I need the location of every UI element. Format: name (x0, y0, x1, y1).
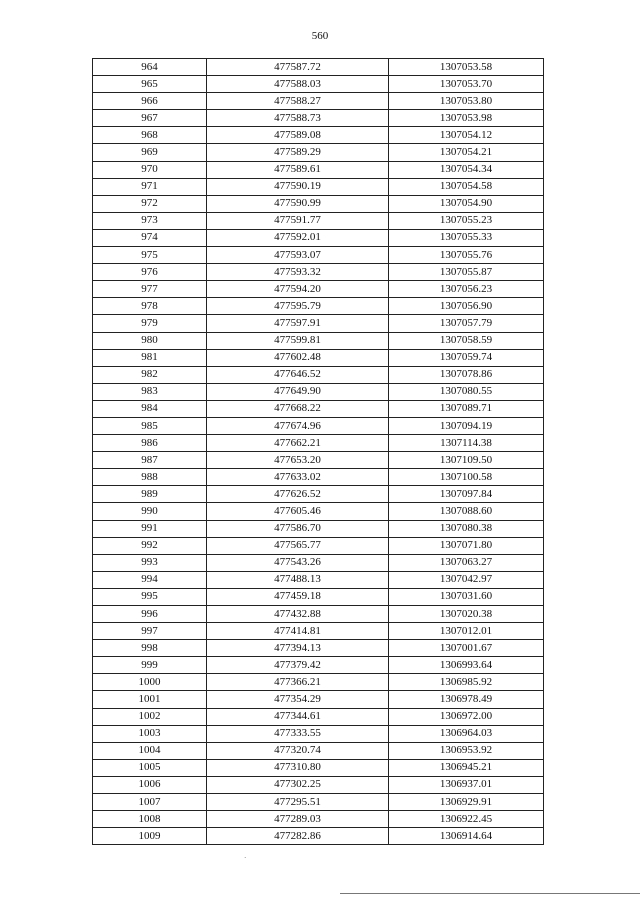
point-number-cell: 977 (93, 281, 207, 298)
y-coordinate-cell: 1307042.97 (389, 571, 544, 588)
y-coordinate-cell: 1307053.98 (389, 110, 544, 127)
table-row (93, 435, 544, 452)
x-coordinate-cell: 477565.77 (207, 537, 389, 554)
y-coordinate-cell: 1306972.00 (389, 708, 544, 725)
table-row (93, 469, 544, 486)
point-number-cell: 1003 (93, 725, 207, 742)
y-coordinate-cell: 1307056.23 (389, 281, 544, 298)
y-coordinate-cell: 1307080.55 (389, 383, 544, 400)
table-row (93, 520, 544, 537)
table-row (93, 298, 544, 315)
table-row (93, 452, 544, 469)
x-coordinate-cell: 477289.03 (207, 811, 389, 828)
point-number-cell: 968 (93, 127, 207, 144)
point-number-cell: 1006 (93, 776, 207, 793)
point-number-cell: 971 (93, 178, 207, 195)
point-number-cell: 983 (93, 383, 207, 400)
y-coordinate-cell: 1307054.21 (389, 144, 544, 161)
x-coordinate-cell: 477602.48 (207, 349, 389, 366)
table-row (93, 708, 544, 725)
x-coordinate-cell: 477591.77 (207, 212, 389, 229)
point-number-cell: 973 (93, 212, 207, 229)
x-coordinate-cell: 477593.32 (207, 264, 389, 281)
table-row (93, 161, 544, 178)
y-coordinate-cell: 1306914.64 (389, 828, 544, 845)
point-number-cell: 1001 (93, 691, 207, 708)
x-coordinate-cell: 477589.61 (207, 161, 389, 178)
table-row (93, 195, 544, 212)
x-coordinate-cell: 477594.20 (207, 281, 389, 298)
table-row (93, 640, 544, 657)
point-number-cell: 1004 (93, 742, 207, 759)
point-number-cell: 1007 (93, 794, 207, 811)
table-row (93, 178, 544, 195)
x-coordinate-cell: 477589.29 (207, 144, 389, 161)
point-number-cell: 990 (93, 503, 207, 520)
y-coordinate-cell: 1307055.33 (389, 229, 544, 246)
y-coordinate-cell: 1306985.92 (389, 674, 544, 691)
x-coordinate-cell: 477588.27 (207, 93, 389, 110)
point-number-cell: 995 (93, 588, 207, 605)
point-number-cell: 997 (93, 623, 207, 640)
point-number-cell: 972 (93, 195, 207, 212)
x-coordinate-cell: 477394.13 (207, 640, 389, 657)
x-coordinate-cell: 477379.42 (207, 657, 389, 674)
y-coordinate-cell: 1306978.49 (389, 691, 544, 708)
x-coordinate-cell: 477354.29 (207, 691, 389, 708)
point-number-cell: 975 (93, 247, 207, 264)
coordinates-table-body (93, 59, 544, 845)
table-row (93, 281, 544, 298)
point-number-cell: 974 (93, 229, 207, 246)
x-coordinate-cell: 477599.81 (207, 332, 389, 349)
y-coordinate-cell: 1307080.38 (389, 520, 544, 537)
y-coordinate-cell: 1306922.45 (389, 811, 544, 828)
y-coordinate-cell: 1307055.76 (389, 247, 544, 264)
x-coordinate-cell: 477414.81 (207, 623, 389, 640)
x-coordinate-cell: 477333.55 (207, 725, 389, 742)
point-number-cell: 1009 (93, 828, 207, 845)
point-number-cell: 982 (93, 366, 207, 383)
x-coordinate-cell: 477459.18 (207, 588, 389, 605)
point-number-cell: 987 (93, 452, 207, 469)
x-coordinate-cell: 477586.70 (207, 520, 389, 537)
x-coordinate-cell: 477605.46 (207, 503, 389, 520)
table-row (93, 759, 544, 776)
y-coordinate-cell: 1307114.38 (389, 435, 544, 452)
table-row (93, 229, 544, 246)
table-row (93, 554, 544, 571)
y-coordinate-cell: 1307053.80 (389, 93, 544, 110)
x-coordinate-cell: 477633.02 (207, 469, 389, 486)
point-number-cell: 967 (93, 110, 207, 127)
y-coordinate-cell: 1307063.27 (389, 554, 544, 571)
point-number-cell: 966 (93, 93, 207, 110)
point-number-cell: 993 (93, 554, 207, 571)
y-coordinate-cell: 1306964.03 (389, 725, 544, 742)
x-coordinate-cell: 477592.01 (207, 229, 389, 246)
table-row (93, 212, 544, 229)
table-row (93, 606, 544, 623)
point-number-cell: 994 (93, 571, 207, 588)
point-number-cell: 969 (93, 144, 207, 161)
x-coordinate-cell: 477344.61 (207, 708, 389, 725)
x-coordinate-cell: 477302.25 (207, 776, 389, 793)
point-number-cell: 1000 (93, 674, 207, 691)
x-coordinate-cell: 477626.52 (207, 486, 389, 503)
table-row (93, 247, 544, 264)
page-number: 560 (311, 30, 329, 42)
stray-mark: · (244, 854, 247, 862)
point-number-cell: 986 (93, 435, 207, 452)
x-coordinate-cell: 477543.26 (207, 554, 389, 571)
y-coordinate-cell: 1306929.91 (389, 794, 544, 811)
y-coordinate-cell: 1307054.58 (389, 178, 544, 195)
x-coordinate-cell: 477488.13 (207, 571, 389, 588)
coordinates-table (92, 58, 544, 845)
table-row (93, 742, 544, 759)
table-row (93, 794, 544, 811)
y-coordinate-cell: 1307071.80 (389, 537, 544, 554)
y-coordinate-cell: 1307097.84 (389, 486, 544, 503)
y-coordinate-cell: 1307058.59 (389, 332, 544, 349)
y-coordinate-cell: 1307053.70 (389, 76, 544, 93)
table-row (93, 315, 544, 332)
y-coordinate-cell: 1307001.67 (389, 640, 544, 657)
x-coordinate-cell: 477587.72 (207, 59, 389, 76)
point-number-cell: 984 (93, 400, 207, 417)
y-coordinate-cell: 1307054.12 (389, 127, 544, 144)
y-coordinate-cell: 1307055.87 (389, 264, 544, 281)
x-coordinate-cell: 477295.51 (207, 794, 389, 811)
table-row (93, 59, 544, 76)
x-coordinate-cell: 477588.03 (207, 76, 389, 93)
table-row (93, 571, 544, 588)
point-number-cell: 991 (93, 520, 207, 537)
table-row (93, 691, 544, 708)
x-coordinate-cell: 477590.99 (207, 195, 389, 212)
table-row (93, 486, 544, 503)
point-number-cell: 989 (93, 486, 207, 503)
point-number-cell: 988 (93, 469, 207, 486)
table-row (93, 657, 544, 674)
point-number-cell: 992 (93, 537, 207, 554)
table-row (93, 264, 544, 281)
y-coordinate-cell: 1307078.86 (389, 366, 544, 383)
y-coordinate-cell: 1307088.60 (389, 503, 544, 520)
x-coordinate-cell: 477668.22 (207, 400, 389, 417)
point-number-cell: 999 (93, 657, 207, 674)
table-row (93, 776, 544, 793)
table-row (93, 811, 544, 828)
y-coordinate-cell: 1306953.92 (389, 742, 544, 759)
point-number-cell: 1008 (93, 811, 207, 828)
table-row (93, 417, 544, 434)
point-number-cell: 976 (93, 264, 207, 281)
y-coordinate-cell: 1307012.01 (389, 623, 544, 640)
table-row (93, 76, 544, 93)
table-row (93, 503, 544, 520)
point-number-cell: 965 (93, 76, 207, 93)
y-coordinate-cell: 1307055.23 (389, 212, 544, 229)
y-coordinate-cell: 1307089.71 (389, 400, 544, 417)
table-row (93, 93, 544, 110)
x-coordinate-cell: 477366.21 (207, 674, 389, 691)
point-number-cell: 964 (93, 59, 207, 76)
y-coordinate-cell: 1306937.01 (389, 776, 544, 793)
point-number-cell: 970 (93, 161, 207, 178)
x-coordinate-cell: 477649.90 (207, 383, 389, 400)
x-coordinate-cell: 477282.86 (207, 828, 389, 845)
point-number-cell: 1002 (93, 708, 207, 725)
x-coordinate-cell: 477593.07 (207, 247, 389, 264)
x-coordinate-cell: 477310.80 (207, 759, 389, 776)
table-row (93, 828, 544, 845)
y-coordinate-cell: 1307100.58 (389, 469, 544, 486)
table-row (93, 349, 544, 366)
table-row (93, 400, 544, 417)
point-number-cell: 996 (93, 606, 207, 623)
x-coordinate-cell: 477653.20 (207, 452, 389, 469)
table-row (93, 725, 544, 742)
y-coordinate-cell: 1307054.34 (389, 161, 544, 178)
y-coordinate-cell: 1307054.90 (389, 195, 544, 212)
x-coordinate-cell: 477320.74 (207, 742, 389, 759)
y-coordinate-cell: 1307056.90 (389, 298, 544, 315)
table-row (93, 144, 544, 161)
x-coordinate-cell: 477662.21 (207, 435, 389, 452)
x-coordinate-cell: 477595.79 (207, 298, 389, 315)
page-bottom-rule (340, 893, 640, 894)
table-row (93, 110, 544, 127)
point-number-cell: 998 (93, 640, 207, 657)
point-number-cell: 979 (93, 315, 207, 332)
y-coordinate-cell: 1307094.19 (389, 417, 544, 434)
table-row (93, 127, 544, 144)
point-number-cell: 978 (93, 298, 207, 315)
x-coordinate-cell: 477589.08 (207, 127, 389, 144)
table-row (93, 588, 544, 605)
x-coordinate-cell: 477588.73 (207, 110, 389, 127)
y-coordinate-cell: 1307020.38 (389, 606, 544, 623)
table-row (93, 383, 544, 400)
x-coordinate-cell: 477432.88 (207, 606, 389, 623)
x-coordinate-cell: 477590.19 (207, 178, 389, 195)
point-number-cell: 985 (93, 417, 207, 434)
table-row (93, 366, 544, 383)
table-row (93, 623, 544, 640)
y-coordinate-cell: 1306945.21 (389, 759, 544, 776)
y-coordinate-cell: 1307031.60 (389, 588, 544, 605)
table-row (93, 332, 544, 349)
x-coordinate-cell: 477597.91 (207, 315, 389, 332)
point-number-cell: 1005 (93, 759, 207, 776)
table-row (93, 537, 544, 554)
y-coordinate-cell: 1307109.50 (389, 452, 544, 469)
y-coordinate-cell: 1307057.79 (389, 315, 544, 332)
y-coordinate-cell: 1307053.58 (389, 59, 544, 76)
y-coordinate-cell: 1307059.74 (389, 349, 544, 366)
y-coordinate-cell: 1306993.64 (389, 657, 544, 674)
point-number-cell: 981 (93, 349, 207, 366)
point-number-cell: 980 (93, 332, 207, 349)
x-coordinate-cell: 477646.52 (207, 366, 389, 383)
x-coordinate-cell: 477674.96 (207, 417, 389, 434)
table-row (93, 674, 544, 691)
